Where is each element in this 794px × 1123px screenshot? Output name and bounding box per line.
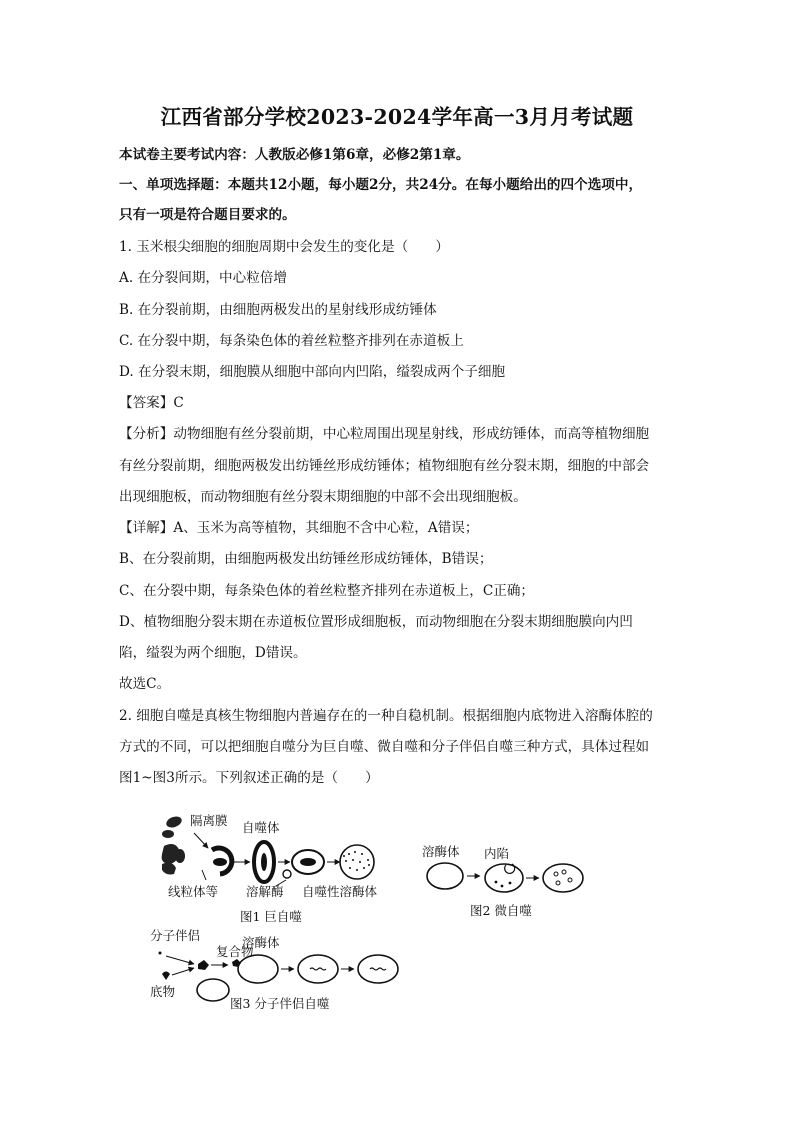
fig2-invaginating-lysosome-drawing <box>485 864 523 892</box>
fig2-label-lysosome: 溶酶体 <box>422 844 460 859</box>
question-1-detail-line2: B、在分裂前期，由细胞两极发出纺锤丝形成纺锤体，B错误； <box>119 551 493 567</box>
section-heading-line2: 只有一项是符合题目要求的。 <box>119 207 296 223</box>
autolysosome-drawing <box>340 845 374 879</box>
fig3-label-chaperone: 分子伴侣 <box>150 928 201 943</box>
question-1-option-a: A. 在分裂间期，中心粒倍增 <box>119 270 287 286</box>
fig1-label-mito: 线粒体等 <box>168 884 219 899</box>
question-1-stem: 1. 玉米根尖细胞的细胞周期中会发生的变化是（ ） <box>119 239 449 255</box>
question-1-answer: 【答案】C <box>119 395 184 411</box>
fig3-label-substrate: 底物 <box>150 984 176 999</box>
fig3-lysosome-receptor-drawing <box>238 955 278 983</box>
fig2-label-invagination: 内陷 <box>484 846 510 861</box>
question-1-detail-line1: 【详解】A、玉米为高等植物，其细胞不含中心粒，A错误； <box>119 520 479 536</box>
question-2-stem-line3: 图1~图3所示。下列叙述正确的是（ ） <box>119 770 379 786</box>
figure-2-microautophagy <box>422 844 583 918</box>
fig1-label-membrane: 隔离膜 <box>190 813 228 828</box>
substrate-shape <box>162 972 170 981</box>
small-lysosome-drawing <box>283 870 291 878</box>
question-1-analysis-line2: 有丝分裂前期，细胞两极发出纺锤丝形成纺锤体；植物细胞有丝分裂末期，细胞的中部会 <box>119 458 650 474</box>
question-2-stem-line2: 方式的不同，可以把细胞自噬分为巨自噬、微自噬和分子伴侣自噬三种方式，具体过程如 <box>119 739 650 755</box>
fig1-label-autolysosome: 自噬性溶酶体 <box>302 884 378 899</box>
section-heading-line1: 一、单项选择题：本题共12小题，每小题2分，共24分。在每小题给出的四个选项中， <box>119 177 643 193</box>
fig2-caption: 图2 微自噬 <box>470 903 532 918</box>
question-1-detail-line4: D、植物细胞分裂末期在赤道板位置形成细胞板，而动物细胞在分裂末期细胞膜向内凹 <box>119 614 633 630</box>
question-1-analysis-line1: 【分析】动物细胞有丝分裂前期，中心粒周围出现星射线，形成纺锤体，而高等植物细胞 <box>119 426 650 442</box>
fig1-label-lysosome: 溶解酶 <box>246 884 284 899</box>
question-1-conclusion: 故选C。 <box>119 676 171 692</box>
fig3-label-lysosome: 溶酶体 <box>242 935 280 950</box>
question-1-option-c: C. 在分裂中期，每条染色体的着丝粒整齐排列在赤道板上 <box>119 333 464 349</box>
fig3-label-complex: 复合物 <box>216 944 254 959</box>
figure-1-macroautophagy <box>162 813 378 924</box>
isolation-membrane-cargo <box>213 858 227 866</box>
fig3-caption: 图3 分子伴侣自噬 <box>230 996 330 1011</box>
fig3-lysosome-lower-drawing <box>197 979 229 1001</box>
page-title: 江西省部分学校2023-2024学年高一3月月考试题 <box>160 105 634 129</box>
fig2-lysosome-with-cargo-drawing <box>543 864 583 892</box>
question-1-analysis-line3: 出现细胞板，而动物细胞有丝分裂末期细胞的中部不会出现细胞板。 <box>119 489 527 505</box>
question-1-detail-line5: 陷，缢裂为两个细胞，D错误。 <box>119 645 307 661</box>
fig1-label-autophagosome: 自噬体 <box>242 820 280 835</box>
chaperone-dot <box>159 952 162 955</box>
complex-shape <box>198 960 209 970</box>
figure-3-chaperone-autophagy <box>150 928 398 1011</box>
mitochondria-drawing <box>162 815 185 875</box>
question-1-option-b: B. 在分裂前期，由细胞两极发出的星射线形成纺锤体 <box>119 302 437 318</box>
fig1-caption: 图1 巨自噬 <box>240 909 302 924</box>
exam-scope: 本试卷主要考试内容：人教版必修1第6章，必修2第1章。 <box>119 147 470 163</box>
question-1-option-d: D. 在分裂末期，细胞膜从细胞中部向内凹陷，缢裂成两个子细胞 <box>119 364 506 380</box>
question-2-stem-line1: 2. 细胞自噬是真核生物细胞内普遍存在的一种自稳机制。根据细胞内底物进入溶酶体腔的 <box>119 708 653 724</box>
question-1-detail-line3: C、在分裂中期，每条染色体的着丝粒整齐排列在赤道板上，C正确； <box>119 583 535 599</box>
autophagy-figure <box>150 808 630 1028</box>
fig2-lysosome-drawing <box>427 863 463 889</box>
